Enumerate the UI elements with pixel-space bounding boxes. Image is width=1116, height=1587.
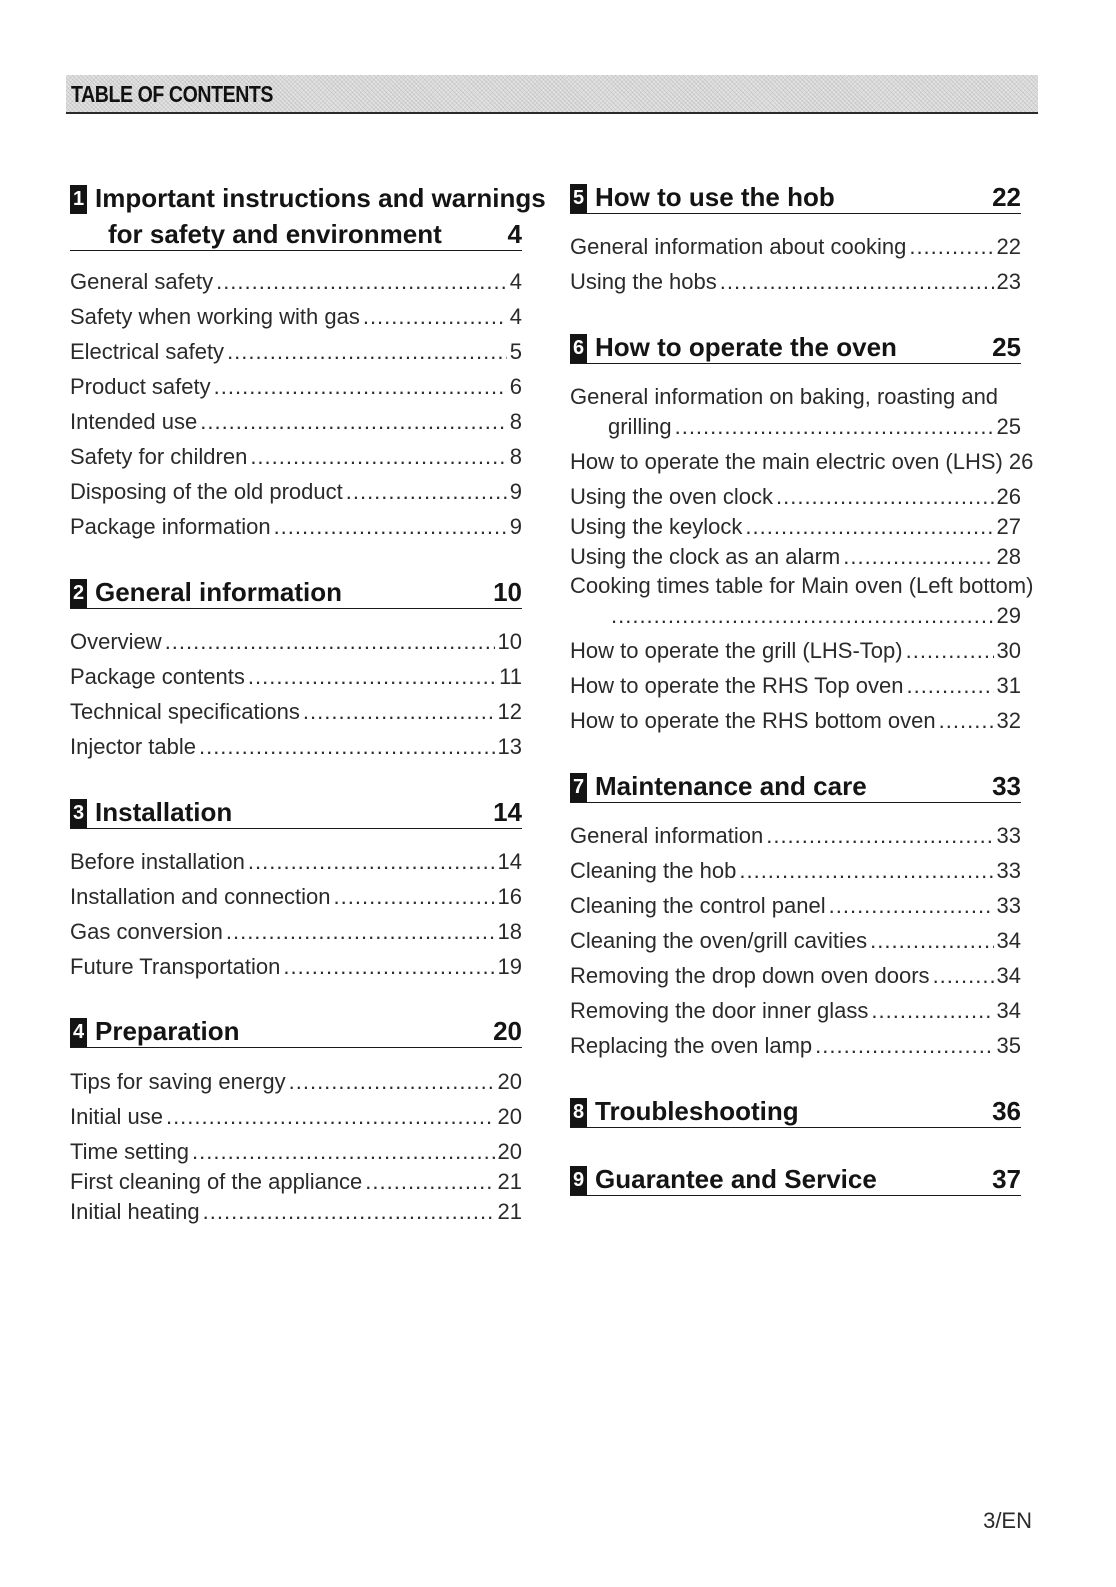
entry-label: How to operate the main electric oven (LHS) <box>570 449 1003 474</box>
entry-page: 26 <box>1008 449 1034 474</box>
entry-label: Tips for saving energy <box>70 1069 286 1094</box>
entry-label: Initial heating <box>70 1199 200 1224</box>
entry-page: 25 <box>996 414 1021 439</box>
toc-entry[interactable] <box>70 1139 522 1165</box>
dot-leader <box>739 858 993 884</box>
entry-label: Intended use <box>70 409 198 434</box>
dot-leader <box>166 1104 495 1130</box>
entry-page: 9 <box>509 514 522 539</box>
entry-page: 6 <box>509 374 522 399</box>
toc-entry[interactable] <box>70 629 522 655</box>
section-8-heading[interactable] <box>570 1093 1021 1128</box>
dot-leader <box>216 269 507 295</box>
entry-label: General information about cooking <box>570 234 907 259</box>
entry-page: 4 <box>509 304 522 329</box>
section-9-heading[interactable] <box>570 1161 1021 1196</box>
section-3-heading[interactable] <box>70 794 522 829</box>
toc-entry[interactable] <box>570 928 1021 954</box>
dot-leader <box>199 734 495 760</box>
entry-page: 5 <box>509 339 522 364</box>
entry-label: How to operate the grill (LHS-Top) <box>570 638 903 663</box>
toc-entry[interactable] <box>570 514 1021 540</box>
entry-page: 29 <box>996 603 1021 628</box>
section-number-badge: 4 <box>70 1018 87 1047</box>
toc-entry[interactable] <box>70 1199 522 1225</box>
entry-label: Cleaning the oven/grill cavities <box>570 928 868 953</box>
dot-leader <box>214 374 507 400</box>
toc-banner <box>66 75 1038 114</box>
entry-label: General safety <box>70 269 214 294</box>
dot-leader <box>611 603 994 629</box>
section-number-badge: 9 <box>570 1166 587 1195</box>
entry-page: 12 <box>497 699 522 724</box>
entry-label: How to operate the RHS Top oven <box>570 673 904 698</box>
toc-entry[interactable] <box>70 849 522 875</box>
toc-entry[interactable] <box>70 1069 522 1095</box>
toc-entry[interactable] <box>570 963 1021 989</box>
entry-label: Safety when working with gas <box>70 304 360 329</box>
entry-page: 4 <box>509 269 522 294</box>
toc-entry[interactable] <box>70 1169 522 1195</box>
entry-label: Package contents <box>70 664 245 689</box>
entry-page: 34 <box>996 963 1021 988</box>
section-6-heading[interactable] <box>570 329 1021 364</box>
entry-label: Before installation <box>70 849 245 874</box>
toc-entry[interactable] <box>70 514 522 540</box>
entry-page: 33 <box>996 823 1021 848</box>
section-page: 33 <box>992 771 1021 801</box>
dot-leader <box>870 928 993 954</box>
toc-entry[interactable] <box>570 673 1021 699</box>
toc-entry[interactable] <box>570 449 1034 475</box>
section-number-badge: 8 <box>570 1098 587 1127</box>
entry-label: Removing the door inner glass <box>570 998 869 1023</box>
dot-leader <box>227 339 507 365</box>
toc-entry[interactable] <box>70 479 522 505</box>
toc-entry[interactable] <box>70 664 522 690</box>
page-number: 3/EN <box>983 1508 1032 1533</box>
section-title: Installation <box>95 797 233 827</box>
entry-page: 33 <box>996 858 1021 883</box>
entry-page: 8 <box>509 409 522 434</box>
entry-page: 20 <box>497 1139 522 1164</box>
entry-label: Product safety <box>70 374 211 399</box>
toc-entry[interactable] <box>70 734 522 760</box>
section-title: Troubleshooting <box>595 1096 799 1126</box>
entry-page: 11 <box>499 664 522 689</box>
dot-leader <box>675 414 994 440</box>
dot-leader <box>745 514 993 540</box>
toc-entry[interactable] <box>570 603 1021 629</box>
entry-page: 9 <box>509 479 522 504</box>
entry-page: 19 <box>497 954 522 979</box>
section-4-heading[interactable] <box>70 1013 522 1048</box>
entry-label: Disposing of the old product <box>70 479 343 504</box>
dot-leader <box>248 849 495 875</box>
entry-page: 34 <box>996 998 1021 1023</box>
dot-leader <box>766 823 993 849</box>
section-page: 20 <box>493 1016 522 1046</box>
entry-page: 14 <box>497 849 522 874</box>
entry-page: 20 <box>497 1104 522 1129</box>
entry-page: 31 <box>996 673 1021 698</box>
section-page: 22 <box>992 182 1021 212</box>
dot-leader <box>906 638 994 664</box>
section-page: 37 <box>992 1164 1021 1194</box>
entry-label: Using the clock as an alarm <box>570 544 841 569</box>
entry-label: Using the hobs <box>570 269 717 294</box>
entry-label: Using the keylock <box>570 514 743 539</box>
toc-entry[interactable] <box>70 339 522 365</box>
dot-leader <box>303 699 495 725</box>
entry-page: 10 <box>497 629 522 654</box>
toc-entry[interactable] <box>70 954 522 980</box>
dot-leader <box>906 673 993 699</box>
entry-label: Electrical safety <box>70 339 225 364</box>
dot-leader <box>248 664 496 690</box>
section-page: 36 <box>992 1096 1021 1126</box>
toc-entry[interactable] <box>70 884 522 910</box>
section-title-continued: for safety and environment <box>108 219 442 249</box>
section-number-badge: 5 <box>570 184 587 213</box>
entry-page: 20 <box>497 1069 522 1094</box>
dot-leader <box>283 954 494 980</box>
entry-label: Initial use <box>70 1104 163 1129</box>
entry-label: grilling <box>608 414 672 439</box>
section-title: How to operate the oven <box>595 332 897 362</box>
dot-leader <box>203 1199 495 1225</box>
entry-label: Removing the drop down oven doors <box>570 963 930 988</box>
entry-label: Time setting <box>70 1139 190 1164</box>
entry-page: 32 <box>996 708 1021 733</box>
section-title: Preparation <box>95 1016 240 1046</box>
dot-leader <box>815 1033 993 1059</box>
toc-entry[interactable] <box>570 414 1021 440</box>
toc-entry[interactable] <box>70 1104 522 1130</box>
toc-entry[interactable] <box>70 304 522 330</box>
entry-label: Replacing the oven lamp <box>570 1033 813 1058</box>
section-title: Maintenance and care <box>595 771 867 801</box>
section-title: Guarantee and Service <box>595 1164 877 1194</box>
section-number-badge: 2 <box>70 579 87 608</box>
dot-leader <box>939 708 994 734</box>
section-title: General information <box>95 577 343 607</box>
section-number-badge: 3 <box>70 799 87 828</box>
entry-page: 26 <box>996 484 1021 509</box>
section-number-badge: 7 <box>570 773 587 802</box>
entry-page: 8 <box>509 444 522 469</box>
entry-page: 33 <box>996 893 1021 918</box>
entry-page: 30 <box>996 638 1021 663</box>
dot-leader <box>776 484 994 510</box>
toc-entry[interactable] <box>570 893 1021 919</box>
entry-page: 34 <box>996 928 1021 953</box>
toc-entry[interactable] <box>570 858 1021 884</box>
toc-entry[interactable] <box>570 1033 1021 1059</box>
entry-label: Safety for children <box>70 444 248 469</box>
entry-label: Installation and connection <box>70 884 331 909</box>
toc-entry[interactable] <box>70 409 522 435</box>
dot-leader <box>363 304 507 330</box>
entry-label: First cleaning of the appliance <box>70 1169 363 1194</box>
section-number-badge: 1 <box>70 185 87 214</box>
toc-entry[interactable] <box>570 638 1021 664</box>
toc-entry[interactable] <box>70 269 522 295</box>
entry-page: 13 <box>497 734 522 759</box>
entry-label: Future Transportation <box>70 954 281 979</box>
toc-title: TABLE OF CONTENTS <box>71 81 274 107</box>
section-1-heading[interactable] <box>70 180 546 251</box>
toc-entry[interactable] <box>570 484 1021 510</box>
section-title: How to use the hob <box>595 182 835 212</box>
entry-page: 21 <box>497 1169 522 1194</box>
entry-label: General information <box>570 823 764 848</box>
entry-page: 16 <box>497 884 522 909</box>
entry-label: How to operate the RHS bottom oven <box>570 708 936 733</box>
entry-page: 21 <box>497 1199 522 1224</box>
entry-page: 22 <box>996 234 1021 259</box>
dot-leader <box>250 444 506 470</box>
entry-label: Injector table <box>70 734 196 759</box>
dot-leader <box>289 1069 495 1095</box>
section-number-badge: 6 <box>570 334 587 363</box>
dot-leader <box>720 269 994 295</box>
dot-leader <box>909 234 993 260</box>
toc-entry[interactable] <box>570 269 1021 295</box>
section-7-heading[interactable] <box>570 768 1021 803</box>
toc-entry[interactable] <box>570 998 1021 1024</box>
toc-entry-wrapped-line[interactable]: Cooking times table for Main oven (Left bottom) <box>570 573 1034 598</box>
entry-label: Cleaning the control panel <box>570 893 826 918</box>
section-page: 4 <box>507 219 522 249</box>
dot-leader <box>192 1139 495 1165</box>
section-2-heading[interactable] <box>70 574 522 609</box>
entry-label: Using the oven clock <box>570 484 773 509</box>
section-5-heading[interactable] <box>570 179 1021 214</box>
entry-label: Technical specifications <box>70 699 300 724</box>
section-page: 10 <box>493 577 522 607</box>
entry-label: Cleaning the hob <box>570 858 737 883</box>
dot-leader <box>346 479 507 505</box>
entry-page: 18 <box>497 919 522 944</box>
dot-leader <box>933 963 994 989</box>
entry-label: Overview <box>70 629 162 654</box>
entry-page: 23 <box>996 269 1021 294</box>
dot-leader <box>871 998 993 1024</box>
dot-leader <box>165 629 495 655</box>
dot-leader <box>274 514 507 540</box>
toc-entry[interactable] <box>570 234 1021 260</box>
toc-entry[interactable] <box>570 544 1021 570</box>
toc-entry[interactable] <box>70 374 522 400</box>
toc-entry-wrapped-line[interactable]: General information on baking, roasting and <box>570 384 999 409</box>
dot-leader <box>829 893 994 919</box>
entry-label: Package information <box>70 514 271 539</box>
toc-entry[interactable] <box>70 919 522 945</box>
entry-page: 27 <box>996 514 1021 539</box>
toc-entry[interactable] <box>570 823 1021 849</box>
entry-page: 28 <box>996 544 1021 569</box>
dot-leader <box>843 544 993 570</box>
toc-entry[interactable] <box>70 699 522 725</box>
dot-leader <box>365 1169 494 1195</box>
entry-page: 35 <box>996 1033 1021 1058</box>
dot-leader <box>200 409 507 435</box>
section-page: 25 <box>992 332 1021 362</box>
entry-label: Gas conversion <box>70 919 223 944</box>
section-page: 14 <box>493 797 522 827</box>
toc-entry[interactable] <box>70 444 522 470</box>
section-title: Important instructions and warnings <box>95 183 546 213</box>
dot-leader <box>226 919 495 945</box>
toc-entry[interactable] <box>570 708 1021 734</box>
dot-leader <box>334 884 495 910</box>
